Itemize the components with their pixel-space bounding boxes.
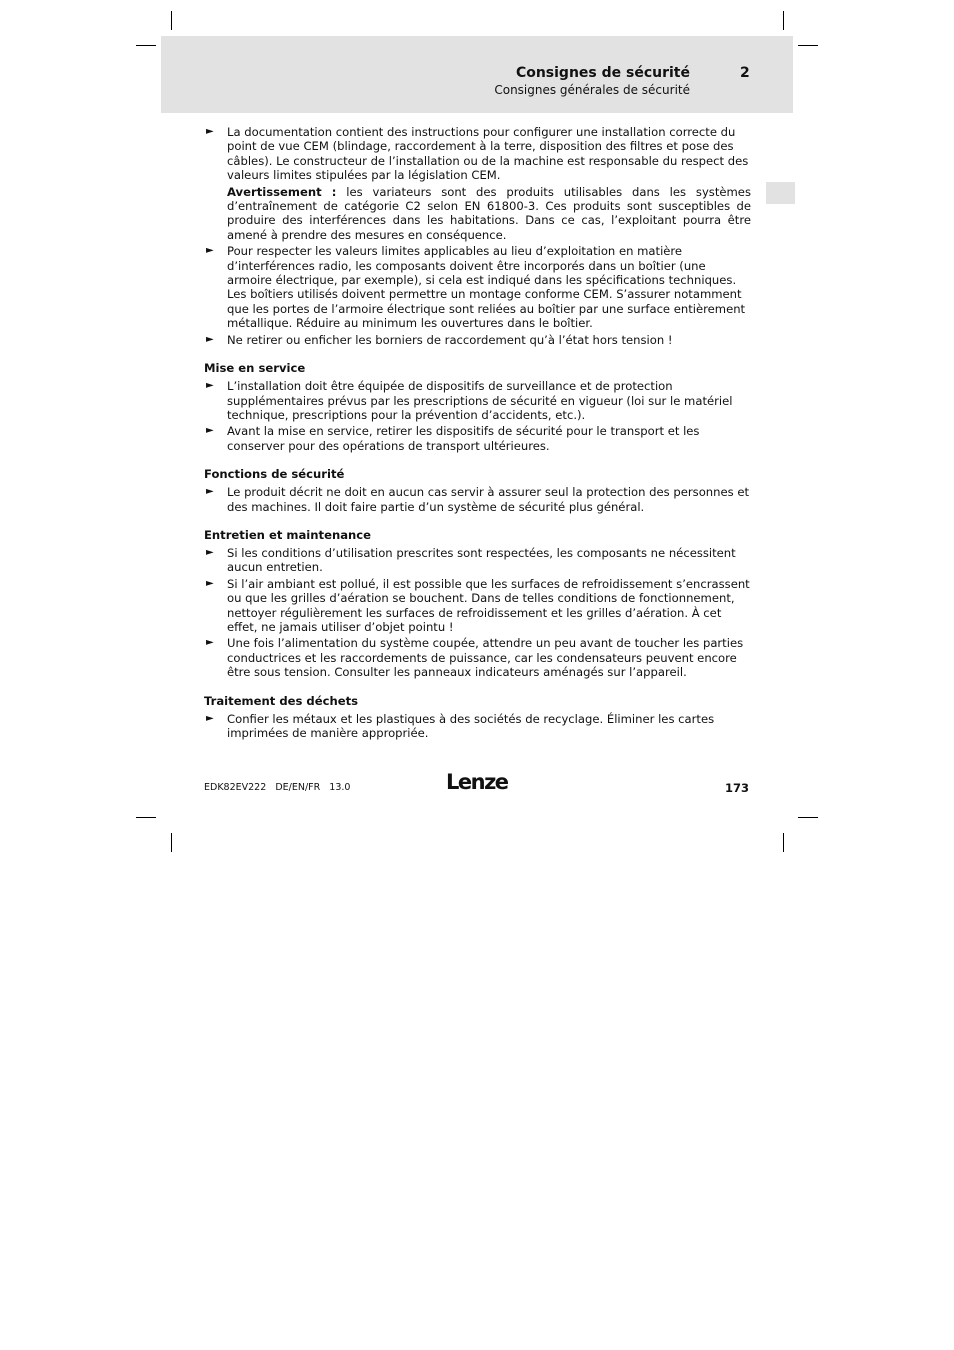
document-id: EDK82EV222 DE/EN/FR 13.0 — [204, 782, 351, 793]
crop-mark — [171, 833, 172, 852]
bullet-arrow-icon: ► — [206, 637, 214, 649]
bullet-arrow-icon: ► — [206, 245, 214, 257]
crop-mark — [783, 11, 784, 30]
crop-mark — [798, 817, 818, 818]
header-band — [161, 36, 793, 113]
list-item — [204, 636, 751, 679]
bullet-arrow-icon: ► — [206, 380, 214, 392]
list-item — [204, 577, 751, 635]
list-item — [204, 125, 751, 242]
section-heading: Mise en service — [204, 361, 306, 376]
bullet-arrow-icon: ► — [206, 546, 214, 558]
page-number: 173 — [724, 781, 749, 795]
crop-mark — [136, 45, 156, 46]
crop-mark — [136, 817, 156, 818]
list-item — [204, 244, 751, 330]
warning-text: les variateurs sont des produits utilisables dans les systèmes d’entraînement de catégorie C2 selon EN 61800-3. Ces produits sont susceptibles de produire des interférences dans les habitations. Dans ce cas, l’exploitant pourra être amené à prendre des mesures en conséquence. — [227, 184, 751, 242]
crop-mark — [171, 11, 172, 30]
section-heading: Fonctions de sécurité — [204, 467, 345, 482]
list-item-text: Avant la mise en service, retirer les dispositifs de sécurité pour le transport et les conserver pour des opérations de transport ultérieures. — [227, 424, 700, 453]
chapter-number: 2 — [740, 65, 750, 81]
list-item — [204, 485, 751, 514]
list-item-text: Une fois l’alimentation du système coupée, attendre un peu avant de toucher les parties conductrices et les raccordements de puissance, car les condensateurs peuvent encore être sous tension. Consulter les panneaux indicateurs aménagés sur l’appareil. — [227, 636, 744, 680]
list-item-text: Confier les métaux et les plastiques à des sociétés de recyclage. Éliminer les cartes imprimées de manière appropriée. — [227, 711, 715, 740]
section-heading: Traitement des déchets — [204, 693, 359, 708]
list-item-text: La documentation contient des instructions pour configurer une installation correcte du point de vue CEM (blindage, raccordement à la terre, disposition des filtres et pose des câbles). Le constructeur de l’installation ou de la machine est responsable du respect des valeurs limites stipulées par la législation CEM. — [227, 125, 749, 183]
list-item — [204, 333, 751, 347]
bullet-arrow-icon: ► — [206, 425, 214, 437]
crop-mark — [783, 833, 784, 852]
warning-label: Avertissement : — [227, 184, 337, 199]
list-item — [204, 379, 751, 422]
page-content — [204, 125, 751, 742]
bullet-arrow-icon: ► — [206, 577, 214, 589]
list-item — [204, 546, 751, 575]
section-subtitle: Consignes générales de sécurité — [494, 83, 690, 97]
crop-mark — [798, 45, 818, 46]
bullet-arrow-icon: ► — [206, 333, 214, 345]
lenze-logo: Lenze — [446, 770, 508, 794]
list-item-text: Le produit décrit ne doit en aucun cas servir à assurer seul la protection des personnes et des machines. Il doit faire partie d’un système de sécurité plus général. — [227, 485, 750, 514]
warning-paragraph — [227, 185, 751, 243]
list-item-text: Pour respecter les valeurs limites applicables au lieu d’exploitation en matière d’interférences radio, les composants doivent être incorporés dans un boîtier (une armoire électrique, par exemple), si cela est indiqué dans les spécifications techniques. Les boîtiers utilisés doivent permettre un montage conforme CEM. S’assurer notamment que les portes de l’armoire électrique sont reliées au boîtier par une surface entièrement métallique. Réduire au minimum les ouvertures dans le boîtier. — [227, 244, 746, 331]
bullet-arrow-icon: ► — [206, 486, 214, 498]
list-item-text: L’installation doit être équipée de dispositifs de surveillance et de protection supplémentaires prévus par les prescriptions de sécurité en vigueur (loi sur le matériel technique, prescriptions pour la prévention d’accidents, etc.). — [227, 379, 733, 422]
chapter-title: Consignes de sécurité — [515, 65, 690, 81]
list-item-text: Si l’air ambiant est pollué, il est possible que les surfaces de refroidissement s’encrassent ou que les grilles d’aération se bouchent. Dans de telles conditions de fonctionnement, nettoyer régulièrement les surfaces de refroidissement et les grilles d’aération. À cet effet, ne jamais utiliser d’objet pointu ! — [227, 576, 750, 634]
section-heading: Entretien et maintenance — [204, 527, 372, 542]
list-item-text: Si les conditions d’utilisation prescrites sont respectées, les composants ne nécessitent aucun entretien. — [227, 545, 736, 575]
list-item — [204, 712, 751, 741]
side-tab-marker — [766, 182, 795, 204]
list-item-text: Ne retirer ou enficher les borniers de raccordement qu’à l’état hors tension ! — [227, 332, 673, 347]
bullet-arrow-icon: ► — [206, 126, 214, 137]
bullet-arrow-icon: ► — [206, 712, 214, 724]
list-item — [204, 424, 751, 453]
